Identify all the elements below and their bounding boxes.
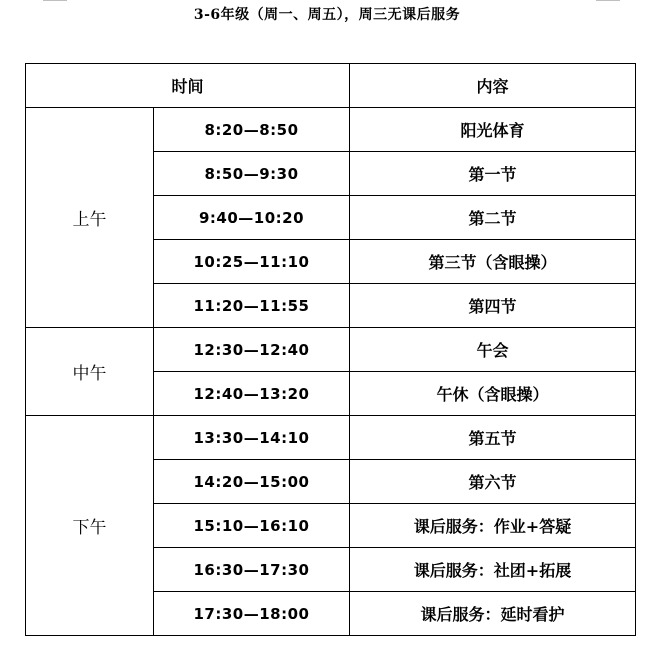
period-cell-afternoon: 下午 xyxy=(26,416,154,636)
time-cell: 10:25—11:10 xyxy=(154,240,350,284)
page-edge-mark xyxy=(596,0,620,1)
content-cell: 午休（含眼操） xyxy=(350,372,636,416)
time-cell: 8:20—8:50 xyxy=(154,108,350,152)
page-edge-mark xyxy=(43,0,67,1)
time-cell: 17:30—18:00 xyxy=(154,592,350,636)
time-cell: 15:10—16:10 xyxy=(154,504,350,548)
schedule-title: 3-6年级（周一、周五），周三无课后服务 xyxy=(193,7,461,23)
content-cell: 阳光体育 xyxy=(350,108,636,152)
content-cell: 第三节（含眼操） xyxy=(350,240,636,284)
content-cell: 课后服务：作业+答疑 xyxy=(350,504,636,548)
time-cell: 12:40—13:20 xyxy=(154,372,350,416)
time-cell: 16:30—17:30 xyxy=(154,548,350,592)
header-row xyxy=(26,64,636,108)
content-cell: 第四节 xyxy=(350,284,636,328)
content-cell: 课后服务：延时看护 xyxy=(350,592,636,636)
time-cell: 8:50—9:30 xyxy=(154,152,350,196)
period-cell-noon: 中午 xyxy=(26,328,154,416)
table-row xyxy=(26,108,636,152)
table-row xyxy=(26,416,636,460)
period-cell-morning: 上午 xyxy=(26,108,154,328)
content-header: 内容 xyxy=(350,64,636,108)
content-cell: 第一节 xyxy=(350,152,636,196)
time-header: 时间 xyxy=(26,64,350,108)
time-cell: 11:20—11:55 xyxy=(154,284,350,328)
content-cell: 第二节 xyxy=(350,196,636,240)
time-cell: 14:20—15:00 xyxy=(154,460,350,504)
schedule-table xyxy=(25,63,636,636)
content-cell: 课后服务：社团+拓展 xyxy=(350,548,636,592)
time-cell: 9:40—10:20 xyxy=(154,196,350,240)
content-cell: 第六节 xyxy=(350,460,636,504)
time-cell: 13:30—14:10 xyxy=(154,416,350,460)
content-cell: 午会 xyxy=(350,328,636,372)
content-cell: 第五节 xyxy=(350,416,636,460)
time-cell: 12:30—12:40 xyxy=(154,328,350,372)
table-row xyxy=(26,328,636,372)
